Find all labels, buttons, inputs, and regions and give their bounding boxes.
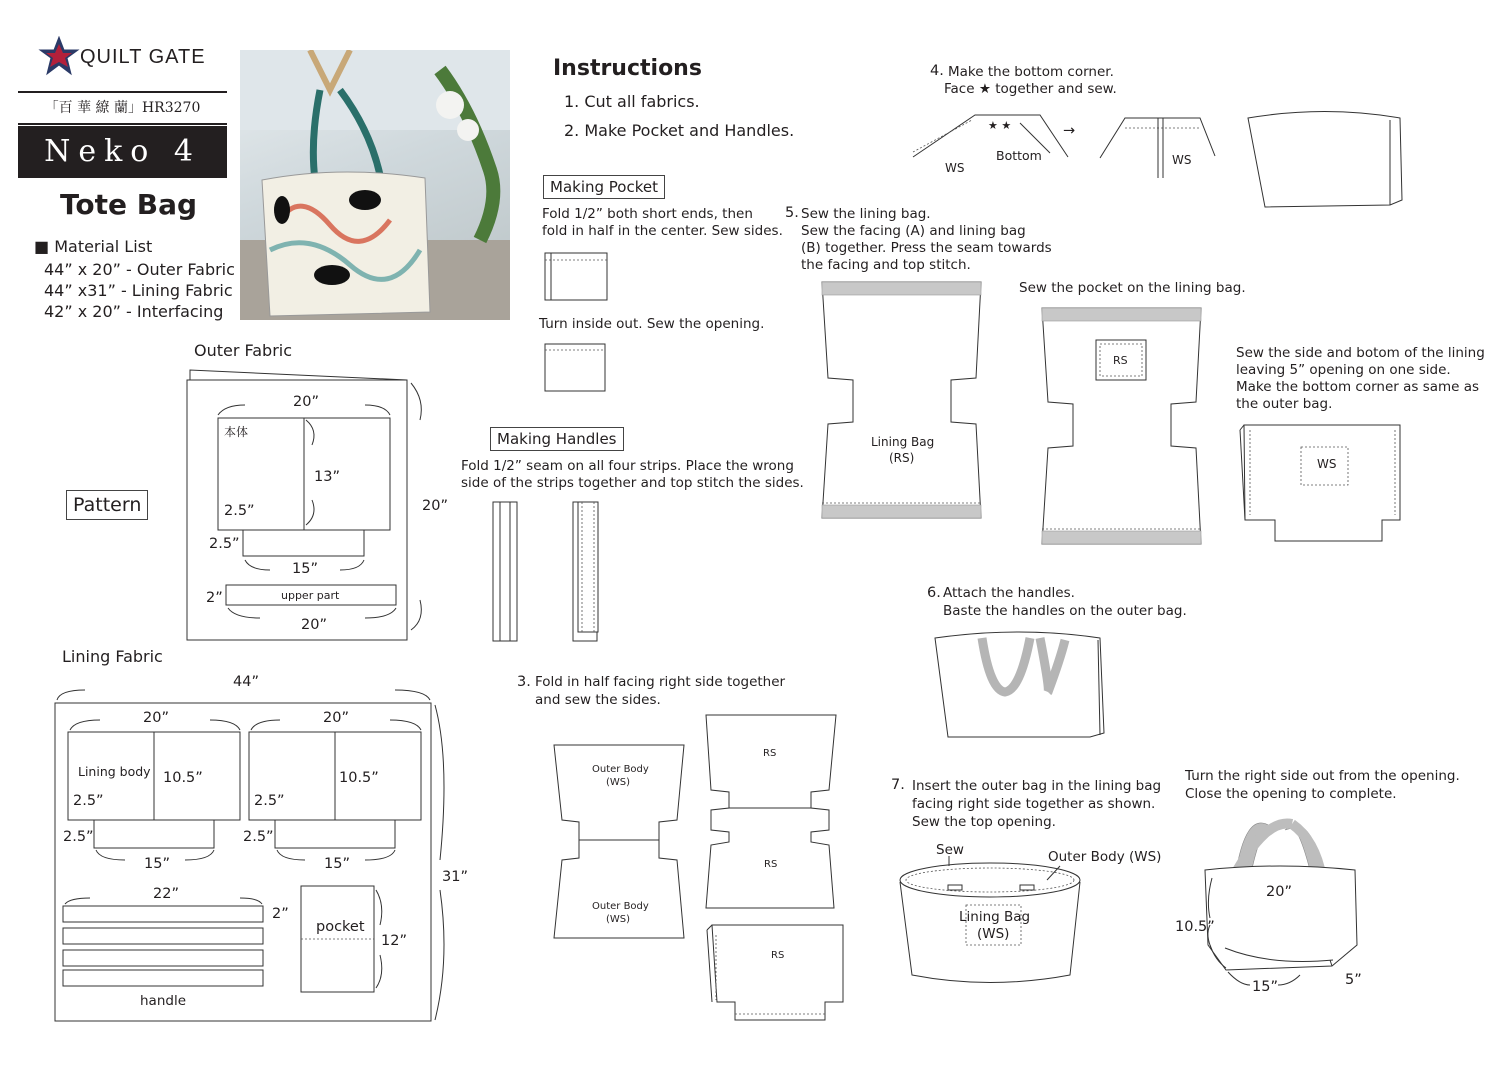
- instructions-title: Instructions: [553, 56, 702, 81]
- pocket-label: pocket: [316, 919, 365, 935]
- outer-dim-corner-w: 2.5”: [209, 536, 240, 552]
- outer-dim-upper-h: 2”: [206, 590, 223, 606]
- step7-text: Insert the outer bag in the lining bag: [912, 778, 1162, 794]
- step6-diagram: [935, 632, 1104, 737]
- material-item: 42” x 20” - Interfacing: [44, 302, 224, 321]
- final-dim-height: 10.5”: [1175, 919, 1215, 935]
- side-note: leaving 5” opening on one side.: [1236, 362, 1451, 378]
- final-dim-gusset: 5”: [1345, 972, 1362, 988]
- pocket-dim-height: 12”: [381, 933, 407, 949]
- lining-dim-bottom: 15”: [324, 856, 350, 872]
- ws-label: (WS): [977, 926, 1010, 942]
- outer-body-label: Outer Body: [592, 901, 649, 912]
- rs-label: RS: [771, 950, 785, 961]
- step6-number: 6.: [927, 585, 941, 601]
- making-pocket-text: fold in half in the center. Sew sides.: [542, 223, 783, 239]
- handle-dim-height: 2”: [272, 906, 289, 922]
- final-bag-diagram: [1205, 823, 1357, 985]
- final-text: Turn the right side out from the opening.: [1185, 768, 1460, 784]
- ws-label: (WS): [606, 914, 631, 925]
- brand-logo: [38, 36, 78, 76]
- making-pocket-text: Turn inside out. Sew the opening.: [539, 316, 765, 332]
- step3-number: 3.: [517, 674, 531, 690]
- material-item: 44” x 20” - Outer Fabric: [44, 260, 235, 279]
- pattern-label: Pattern: [66, 490, 148, 520]
- star-markers: ★ ★: [988, 119, 1012, 132]
- step4-diagrams: [913, 112, 1402, 208]
- lining-fabric-title: Lining Fabric: [62, 647, 163, 666]
- handle-label: handle: [140, 993, 187, 1009]
- side-note: Sew the side and botom of the lining: [1236, 345, 1485, 361]
- page-title: Tote Bag: [60, 188, 198, 221]
- step7-number: 7.: [891, 777, 905, 793]
- side-note: the outer bag.: [1236, 396, 1333, 412]
- sew-label: Sew: [936, 842, 964, 858]
- product-series: 「百 華 繚 蘭」HR3270: [18, 91, 227, 125]
- step5-text: the facing and top stitch.: [801, 257, 971, 273]
- material-list-heading: ■ Material List: [34, 237, 153, 256]
- step5-text: Sew the facing (A) and lining bag: [801, 223, 1026, 239]
- rs-label: (RS): [889, 451, 915, 465]
- outer-body-label: Outer Body: [592, 764, 649, 775]
- ws-label: WS: [945, 161, 965, 175]
- step4-text: Make the bottom corner.: [948, 64, 1114, 80]
- step-1: 1. Cut all fabrics.: [564, 92, 700, 111]
- final-dim-width: 20”: [1266, 884, 1292, 900]
- lining-dim-width: 44”: [233, 674, 259, 690]
- step6-text: Baste the handles on the outer bag.: [943, 603, 1187, 619]
- arrow-icon: →: [1063, 123, 1076, 139]
- pocket-note: Sew the pocket on the lining bag.: [1019, 280, 1246, 296]
- final-dim-bottom: 15”: [1252, 979, 1278, 995]
- lining-dim-corner-h: 2.5”: [73, 793, 104, 809]
- final-text: Close the opening to complete.: [1185, 786, 1397, 802]
- upper-part-label: upper part: [281, 589, 340, 602]
- brand-name: QUILT GATE: [80, 46, 206, 68]
- outer-fabric-title: Outer Fabric: [194, 341, 293, 360]
- lining-dim-corner-h: 2.5”: [254, 793, 285, 809]
- outer-dim-height: 13”: [314, 469, 340, 485]
- step5-text: (B) together. Press the seam towards: [801, 240, 1052, 256]
- lining-dim-corner-w: 2.5”: [243, 829, 274, 845]
- handle-strip-diagrams: [493, 502, 598, 641]
- lining-dim-bottom: 15”: [144, 856, 170, 872]
- outer-dim-side: 20”: [422, 498, 448, 514]
- step3-text: Fold in half facing right side together: [535, 674, 786, 690]
- lining-dim-height-body: 10.5”: [163, 770, 203, 786]
- outer-body-ws-label: Outer Body (WS): [1048, 849, 1162, 865]
- lining-dim-corner-w: 2.5”: [63, 829, 94, 845]
- lining-fabric-diagram: [55, 690, 444, 1021]
- step7-text: facing right side together as shown.: [912, 796, 1156, 812]
- lining-dim-height-body: 10.5”: [339, 770, 379, 786]
- step5-diagrams: [822, 282, 1400, 544]
- bottom-label: Bottom: [996, 148, 1042, 163]
- outer-dim-upper-w: 20”: [301, 617, 327, 633]
- lining-dim-top: 20”: [143, 710, 169, 726]
- ws-label: WS: [1172, 153, 1192, 167]
- tote-bag-photo-illustration: [240, 50, 510, 320]
- lining-dim-height: 31”: [442, 869, 468, 885]
- ws-label: (WS): [606, 777, 631, 788]
- lining-bag-label: Lining Bag: [871, 435, 935, 449]
- outer-body-label: 本体: [224, 425, 249, 439]
- outer-dim-top: 20”: [293, 394, 319, 410]
- step3-text: and sew the sides.: [535, 692, 661, 708]
- rs-label: RS: [764, 859, 778, 870]
- rs-label: RS: [763, 748, 777, 759]
- rs-label: RS: [1113, 354, 1128, 367]
- product-name: Neko 4: [18, 126, 227, 178]
- making-handles-text: Fold 1/2” seam on all four strips. Place the wrong: [461, 458, 794, 474]
- step5-number: 5.: [785, 205, 799, 221]
- making-handles-text: side of the strips together and top stitch the sides.: [461, 475, 804, 491]
- outer-dim-bottom: 15”: [292, 561, 318, 577]
- step6-text: Attach the handles.: [943, 585, 1075, 601]
- step-2: 2. Make Pocket and Handles.: [564, 121, 795, 140]
- step4-text: Face ★ together and sew.: [944, 81, 1117, 97]
- step7-text: Sew the top opening.: [912, 814, 1056, 830]
- making-pocket-label: Making Pocket: [543, 175, 665, 199]
- lining-dim-top: 20”: [323, 710, 349, 726]
- ws-label: WS: [1317, 457, 1337, 471]
- lining-bag-label: Lining Bag: [959, 909, 1031, 925]
- material-item: 44” x31” - Lining Fabric: [44, 281, 233, 300]
- making-handles-label: Making Handles: [490, 427, 624, 451]
- step3-diagrams: [554, 715, 843, 1020]
- product-photo: [240, 50, 510, 320]
- star-logo-icon: [38, 36, 80, 78]
- side-note: Make the bottom corner as same as: [1236, 379, 1480, 395]
- lining-body-label: Lining body: [78, 764, 151, 779]
- outer-dim-corner-h: 2.5”: [224, 503, 255, 519]
- making-pocket-text: Fold 1/2” both short ends, then: [542, 206, 753, 222]
- step4-number: 4.: [930, 63, 944, 79]
- handle-dim-width: 22”: [153, 886, 179, 902]
- step5-text: Sew the lining bag.: [801, 206, 931, 222]
